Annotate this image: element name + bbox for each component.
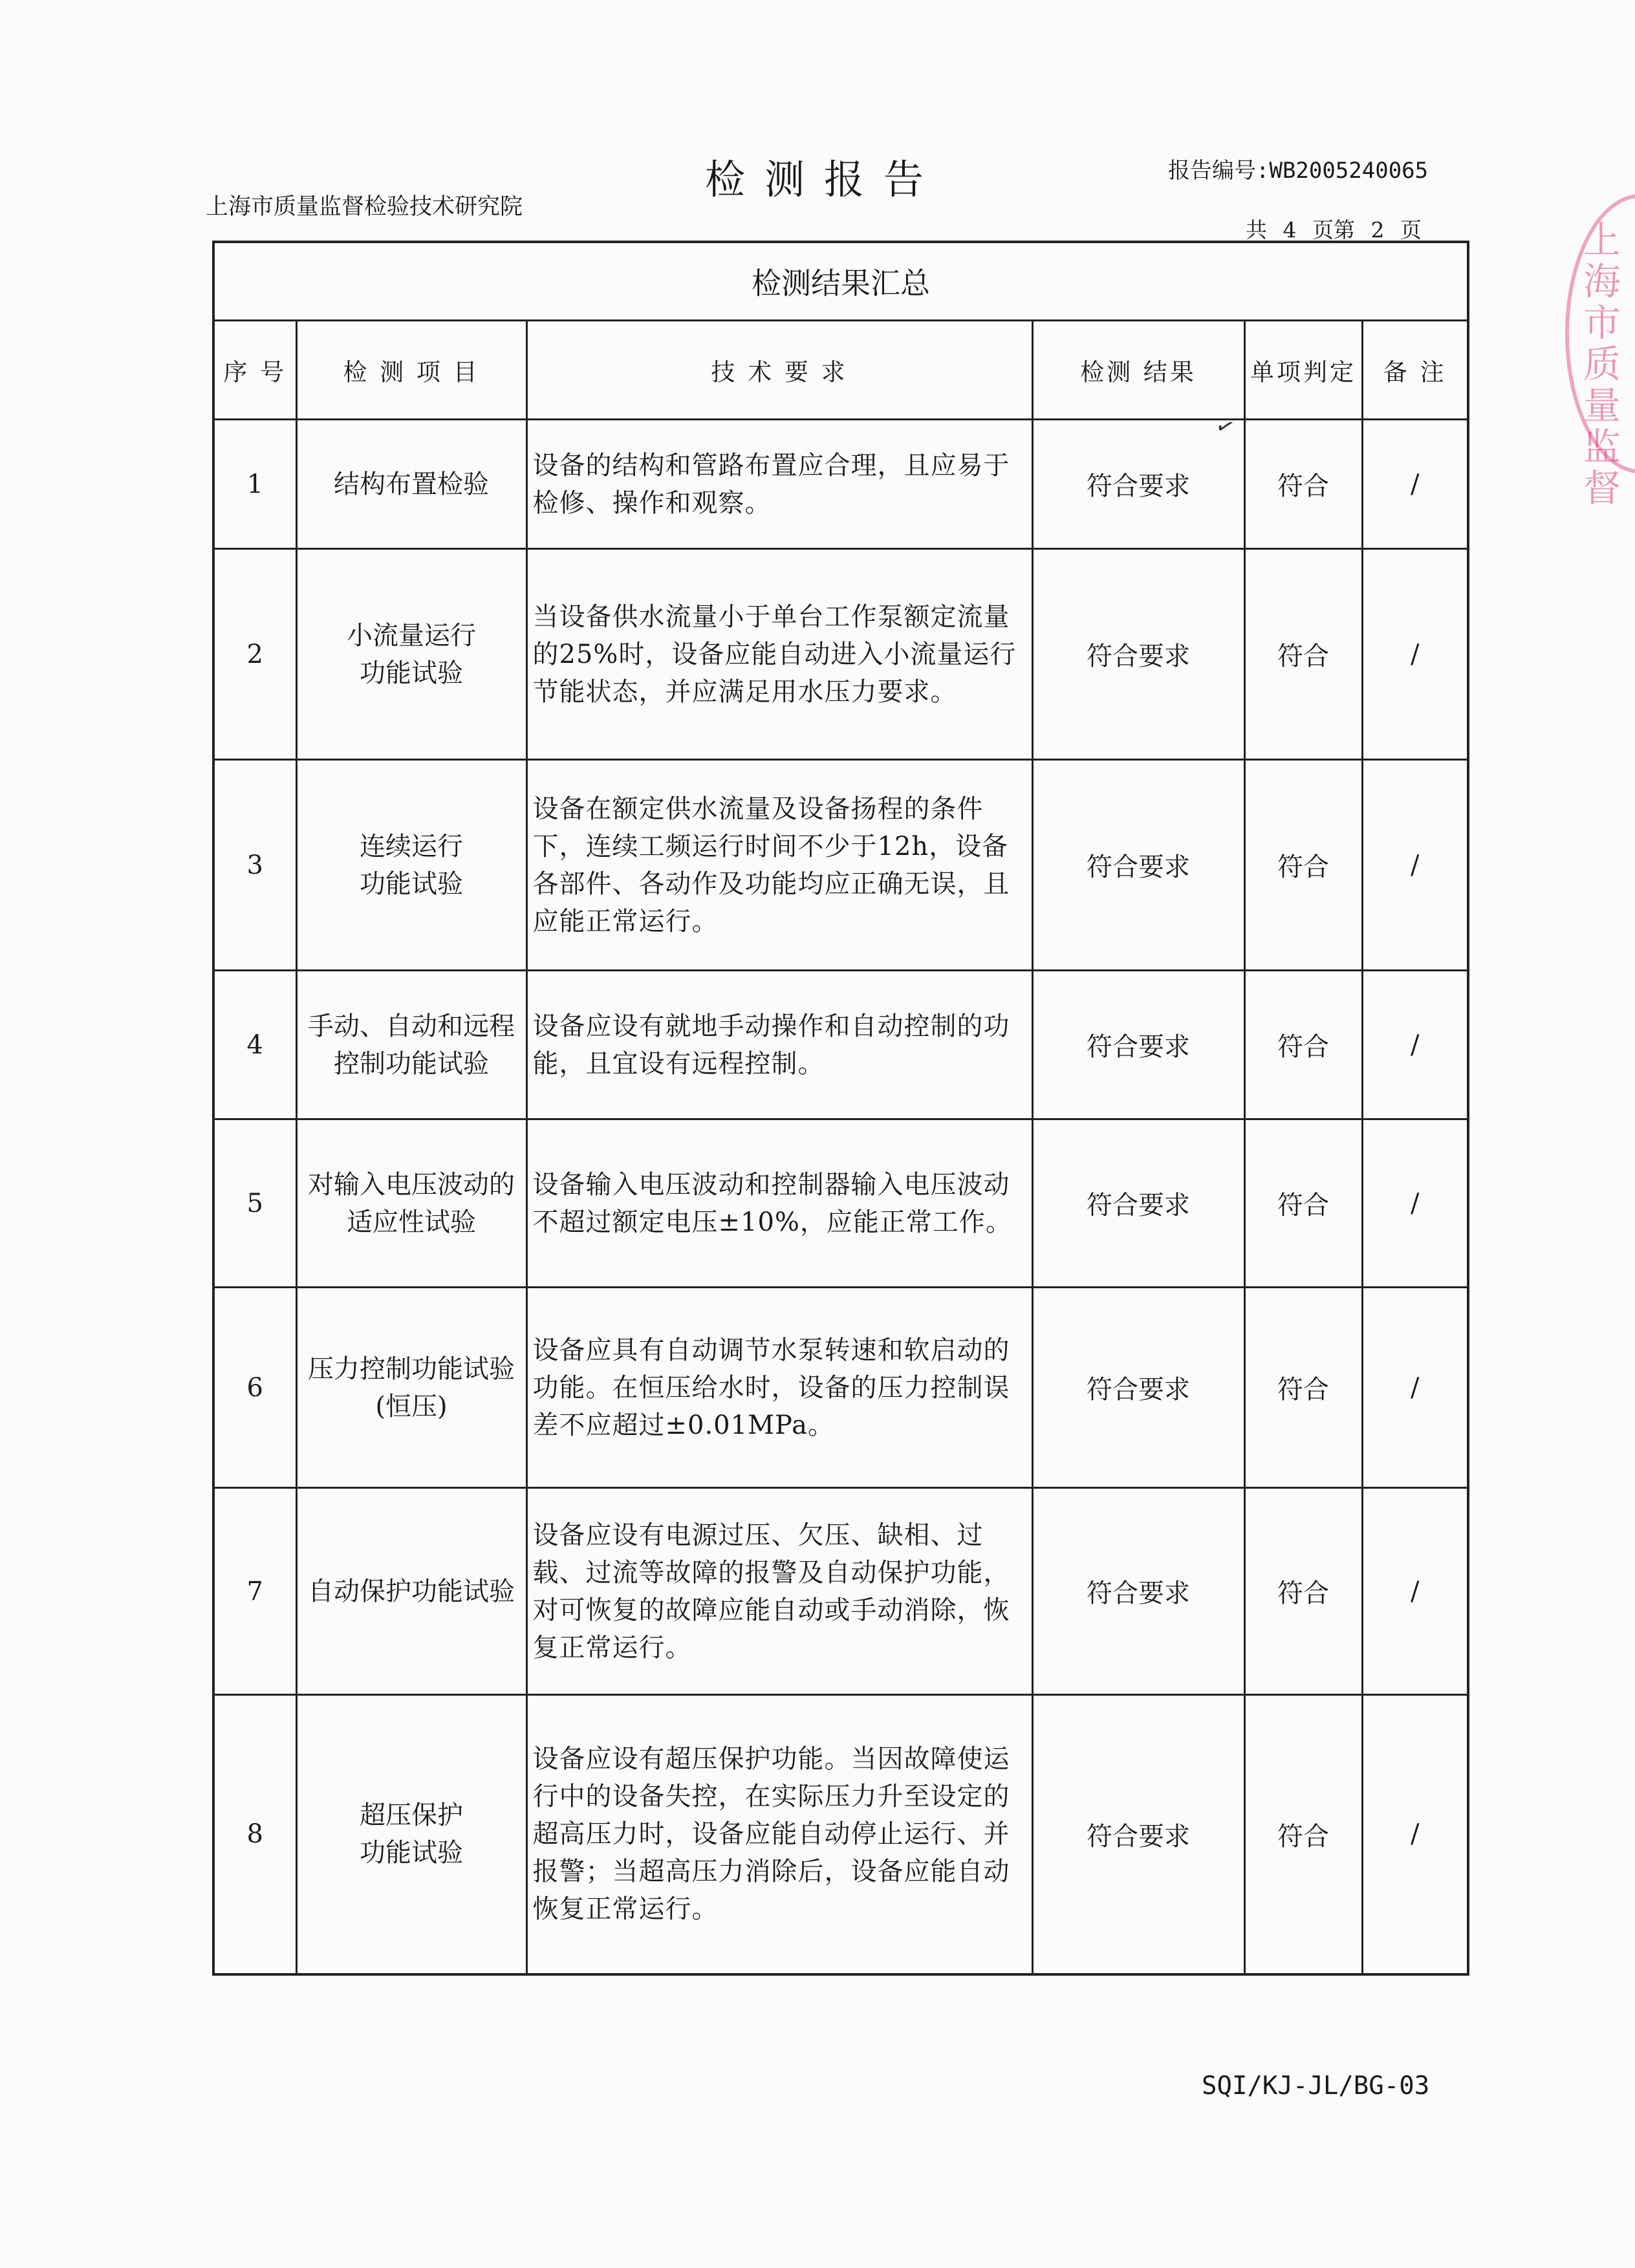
page-mid-label: 页第 bbox=[1312, 217, 1355, 243]
row-item: 对输入电压波动的适应性试验 bbox=[296, 1119, 526, 1288]
table-row bbox=[213, 1288, 1468, 1488]
form-code: SQI/KJ-JL/BG-03 bbox=[1202, 2071, 1430, 2101]
row-requirement: 设备应设有超压保护功能。当因故障使运行中的设备失控，在实际压力升至设定的超高压力时，设备应能自动停止运行、并报警；当超高压力消除后，设备应能自动恢复正常运行。 bbox=[526, 1695, 1032, 1974]
row-verdict: 符合 bbox=[1244, 1695, 1362, 1974]
report-number-label: 报告编号: bbox=[1168, 158, 1270, 184]
row-no: 2 bbox=[213, 549, 296, 760]
row-item: 手动、自动和远程控制功能试验 bbox=[296, 971, 526, 1119]
row-verdict: 符合 bbox=[1244, 420, 1362, 549]
row-remark: / bbox=[1362, 420, 1468, 549]
page-end-label: 页 bbox=[1400, 217, 1422, 243]
header-item: 检 测 项 目 bbox=[296, 321, 526, 420]
row-remark: / bbox=[1362, 760, 1468, 971]
header-remark: 备 注 bbox=[1362, 321, 1468, 420]
row-no: 5 bbox=[213, 1119, 296, 1288]
row-requirement: 设备在额定供水流量及设备扬程的条件下，连续工频运行时间不少于12h，设备各部件、各动作及功能均应正确无误，且应能正常运行。 bbox=[526, 760, 1032, 971]
row-requirement: 设备应设有电源过压、欠压、缺相、过载、过流等故障的报警及自动保护功能，对可恢复的故障应能自动或手动消除，恢复正常运行。 bbox=[526, 1488, 1032, 1695]
row-result: 符合要求 bbox=[1032, 1488, 1244, 1695]
document-title: 检测报告 bbox=[705, 156, 944, 203]
row-remark: / bbox=[1362, 1119, 1468, 1288]
row-verdict: 符合 bbox=[1244, 971, 1362, 1119]
pen-mark: ✓ bbox=[1212, 411, 1239, 442]
row-result: 符合要求 bbox=[1032, 1288, 1244, 1488]
table-caption: 检测结果汇总 bbox=[213, 242, 1468, 321]
row-verdict: 符合 bbox=[1244, 1288, 1362, 1488]
row-verdict: 符合 bbox=[1244, 760, 1362, 971]
row-no: 6 bbox=[213, 1288, 296, 1488]
table-row bbox=[213, 760, 1468, 971]
row-remark: / bbox=[1362, 1695, 1468, 1974]
results-summary-table bbox=[212, 241, 1469, 1976]
row-item: 连续运行功能试验 bbox=[296, 760, 526, 971]
table-row bbox=[213, 1119, 1468, 1288]
row-requirement: 设备应具有自动调节水泵转速和软启动的功能。在恒压给水时，设备的压力控制误差不应超过±0.01MPa。 bbox=[526, 1288, 1032, 1488]
table-row bbox=[213, 1488, 1468, 1695]
row-verdict: 符合 bbox=[1244, 1488, 1362, 1695]
row-no: 7 bbox=[213, 1488, 296, 1695]
row-no: 3 bbox=[213, 760, 296, 971]
page-total: 4 bbox=[1283, 217, 1297, 243]
row-requirement: 设备应设有就地手动操作和自动控制的功能，且宜设有远程控制。 bbox=[526, 971, 1032, 1119]
report-number bbox=[1168, 153, 1428, 184]
row-item: 压力控制功能试验(恒压) bbox=[296, 1288, 526, 1488]
report-number-value: WB2005240065 bbox=[1269, 158, 1429, 184]
stamp-text: 上海市质量监督 bbox=[1577, 220, 1621, 510]
page-indicator bbox=[1246, 213, 1422, 244]
row-result: 符合要求 bbox=[1032, 549, 1244, 760]
row-item: 小流量运行功能试验 bbox=[296, 549, 526, 760]
row-requirement: 当设备供水流量小于单台工作泵额定流量的25%时，设备应能自动进入小流量运行节能状态，并应满足用水压力要求。 bbox=[526, 549, 1032, 760]
row-item: 结构布置检验 bbox=[296, 420, 526, 549]
header-requirement: 技 术 要 求 bbox=[526, 321, 1032, 420]
row-verdict: 符合 bbox=[1244, 1119, 1362, 1288]
row-result: 符合要求 bbox=[1032, 1695, 1244, 1974]
row-requirement: 设备输入电压波动和控制器输入电压波动不超过额定电压±10%，应能正常工作。 bbox=[526, 1119, 1032, 1288]
row-result: 符合要求 bbox=[1032, 420, 1244, 549]
row-remark: / bbox=[1362, 1488, 1468, 1695]
row-no: 8 bbox=[213, 1695, 296, 1974]
table-row bbox=[213, 420, 1468, 549]
row-item: 自动保护功能试验 bbox=[296, 1488, 526, 1695]
table-row bbox=[213, 1695, 1468, 1974]
institute-name: 上海市质量监督检验技术研究院 bbox=[206, 194, 523, 220]
row-verdict: 符合 bbox=[1244, 549, 1362, 760]
row-requirement: 设备的结构和管路布置应合理，且应易于检修、操作和观察。 bbox=[526, 420, 1032, 549]
row-result: 符合要求 bbox=[1032, 971, 1244, 1119]
row-remark: / bbox=[1362, 549, 1468, 760]
page-current: 2 bbox=[1370, 217, 1385, 243]
header-result: 检测 结果 bbox=[1032, 321, 1244, 420]
header-no: 序 号 bbox=[213, 321, 296, 420]
row-remark: / bbox=[1362, 971, 1468, 1119]
row-result: 符合要求 bbox=[1032, 1119, 1244, 1288]
page-total-label: 共 bbox=[1246, 217, 1267, 243]
header-verdict: 单项判定 bbox=[1244, 321, 1362, 420]
row-remark: / bbox=[1362, 1288, 1468, 1488]
table-row bbox=[213, 549, 1468, 760]
row-result: 符合要求 bbox=[1032, 760, 1244, 971]
row-no: 4 bbox=[213, 971, 296, 1119]
row-item: 超压保护功能试验 bbox=[296, 1695, 526, 1974]
table-row bbox=[213, 971, 1468, 1119]
row-no: 1 bbox=[213, 420, 296, 549]
